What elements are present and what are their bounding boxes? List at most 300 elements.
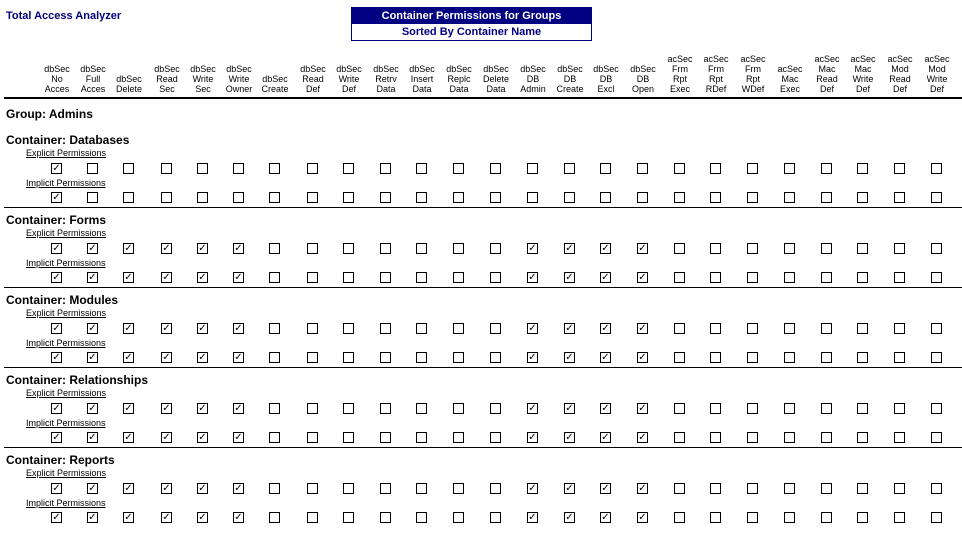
- implicit-permission-checkbox[interactable]: [747, 272, 758, 283]
- explicit-permission-checkbox[interactable]: [747, 163, 758, 174]
- implicit-permission-checkbox[interactable]: [307, 192, 318, 203]
- explicit-permission-checkbox[interactable]: [416, 323, 427, 334]
- implicit-permission-checkbox[interactable]: ✓: [234, 512, 243, 523]
- explicit-permission-checkbox[interactable]: [674, 483, 685, 494]
- implicit-permission-checkbox[interactable]: [307, 352, 318, 363]
- explicit-permission-checkbox[interactable]: [894, 403, 905, 414]
- explicit-permission-checkbox[interactable]: [123, 163, 134, 174]
- explicit-permission-checkbox[interactable]: ✓: [124, 243, 133, 254]
- explicit-permission-checkbox[interactable]: ✓: [565, 483, 574, 494]
- implicit-permission-checkbox[interactable]: [269, 432, 280, 443]
- column-header-label: acSec Mod Read Def: [887, 54, 913, 94]
- explicit-permission-checkbox[interactable]: [747, 323, 758, 334]
- explicit-permission-checkbox[interactable]: [710, 403, 721, 414]
- implicit-permission-checkbox[interactable]: [269, 512, 280, 523]
- implicit-permission-checkbox[interactable]: [380, 192, 391, 203]
- implicit-permission-checkbox[interactable]: [600, 192, 611, 203]
- explicit-permission-checkbox[interactable]: ✓: [638, 323, 647, 334]
- implicit-permission-checkbox[interactable]: [747, 192, 758, 203]
- explicit-permission-checkbox[interactable]: [674, 323, 685, 334]
- implicit-permission-checkbox[interactable]: [710, 192, 721, 203]
- explicit-permission-checkbox[interactable]: ✓: [162, 483, 171, 494]
- implicit-permission-checkbox[interactable]: [931, 192, 942, 203]
- implicit-permission-checkbox[interactable]: ✓: [638, 272, 647, 283]
- implicit-permission-checkbox[interactable]: [307, 432, 318, 443]
- implicit-permission-checkbox[interactable]: [490, 272, 501, 283]
- implicit-permission-checkbox[interactable]: [564, 192, 575, 203]
- explicit-permission-checkbox[interactable]: ✓: [162, 323, 171, 334]
- implicit-permission-checkbox[interactable]: [453, 352, 464, 363]
- explicit-permission-checkbox[interactable]: ✓: [88, 243, 97, 254]
- implicit-permission-checkbox[interactable]: [857, 352, 868, 363]
- implicit-permission-checkbox[interactable]: ✓: [52, 432, 61, 443]
- implicit-permission-checkbox[interactable]: ✓: [565, 512, 574, 523]
- explicit-permission-checkbox[interactable]: [490, 483, 501, 494]
- column-header: [185, 48, 221, 94]
- implicit-permission-checkbox[interactable]: [821, 272, 832, 283]
- explicit-permission-checkbox[interactable]: [416, 243, 427, 254]
- implicit-permission-checkbox[interactable]: [857, 272, 868, 283]
- column-header-label: acSec Frm Rpt WDef: [740, 54, 766, 94]
- implicit-permission-checkbox[interactable]: [784, 512, 795, 523]
- implicit-permission-checkbox[interactable]: ✓: [528, 352, 537, 363]
- group-label: Group: Admins: [6, 107, 93, 121]
- explicit-permission-checkbox[interactable]: [380, 243, 391, 254]
- implicit-permission-checkbox[interactable]: [821, 432, 832, 443]
- implicit-permissions-label: Implicit Permissions: [26, 498, 106, 508]
- implicit-permission-checkbox[interactable]: [894, 352, 905, 363]
- implicit-permission-checkbox[interactable]: ✓: [88, 272, 97, 283]
- explicit-permission-checkbox[interactable]: [931, 163, 942, 174]
- explicit-permission-checkbox[interactable]: [269, 403, 280, 414]
- container-divider: [4, 287, 962, 288]
- explicit-permission-checkbox[interactable]: ✓: [565, 243, 574, 254]
- explicit-permission-checkbox[interactable]: [269, 323, 280, 334]
- explicit-permission-checkbox[interactable]: ✓: [234, 243, 243, 254]
- app-title: Total Access Analyzer: [6, 10, 122, 22]
- explicit-permission-checkbox[interactable]: [307, 163, 318, 174]
- implicit-permission-checkbox[interactable]: [161, 192, 172, 203]
- container-block: [0, 373, 962, 453]
- implicit-permission-checkbox[interactable]: ✓: [52, 192, 61, 203]
- column-header: [111, 48, 147, 94]
- column-header: [552, 48, 588, 94]
- explicit-permission-checkbox[interactable]: [269, 243, 280, 254]
- column-header: [404, 48, 440, 94]
- explicit-permission-checkbox[interactable]: ✓: [52, 483, 61, 494]
- implicit-permission-checkbox[interactable]: [674, 432, 685, 443]
- implicit-permission-checkbox[interactable]: [931, 432, 942, 443]
- implicit-permission-checkbox[interactable]: ✓: [88, 512, 97, 523]
- implicit-permission-checkbox[interactable]: [821, 192, 832, 203]
- implicit-permission-checkbox[interactable]: ✓: [198, 432, 207, 443]
- implicit-permission-checkbox[interactable]: ✓: [198, 272, 207, 283]
- explicit-permission-checkbox[interactable]: [416, 483, 427, 494]
- implicit-permission-checkbox[interactable]: [380, 432, 391, 443]
- explicit-permissions-label: Explicit Permissions: [26, 388, 107, 398]
- explicit-permission-checkbox[interactable]: [490, 403, 501, 414]
- implicit-permission-checkbox[interactable]: [931, 352, 942, 363]
- implicit-permission-checkbox[interactable]: ✓: [565, 432, 574, 443]
- implicit-permission-checkbox[interactable]: [710, 272, 721, 283]
- explicit-permission-checkbox[interactable]: [784, 243, 795, 254]
- explicit-permission-checkbox[interactable]: [821, 403, 832, 414]
- explicit-permission-checkbox[interactable]: [416, 403, 427, 414]
- explicit-permission-checkbox[interactable]: [747, 403, 758, 414]
- explicit-permission-checkbox[interactable]: [490, 323, 501, 334]
- explicit-permission-checkbox[interactable]: [931, 323, 942, 334]
- column-header-label: acSec Mod Write Def: [924, 54, 950, 94]
- implicit-permission-checkbox[interactable]: [453, 512, 464, 523]
- implicit-permission-checkbox[interactable]: [380, 272, 391, 283]
- explicit-permission-checkbox[interactable]: ✓: [565, 323, 574, 334]
- explicit-permission-checkbox[interactable]: [710, 483, 721, 494]
- explicit-permission-checkbox[interactable]: [784, 403, 795, 414]
- explicit-permission-checkbox[interactable]: [747, 483, 758, 494]
- implicit-permission-checkbox[interactable]: ✓: [638, 432, 647, 443]
- implicit-permission-checkbox[interactable]: ✓: [638, 512, 647, 523]
- implicit-permission-checkbox[interactable]: [416, 192, 427, 203]
- explicit-permission-checkbox[interactable]: ✓: [52, 323, 61, 334]
- container-block: [0, 293, 962, 373]
- explicit-permission-checkbox[interactable]: ✓: [528, 483, 537, 494]
- explicit-permission-checkbox[interactable]: [380, 323, 391, 334]
- implicit-permission-checkbox[interactable]: [747, 352, 758, 363]
- implicit-permission-checkbox[interactable]: [269, 192, 280, 203]
- implicit-permission-checkbox[interactable]: [931, 512, 942, 523]
- explicit-permission-checkbox[interactable]: [784, 483, 795, 494]
- implicit-permission-checkbox[interactable]: [380, 352, 391, 363]
- implicit-permissions-label: Implicit Permissions: [26, 338, 106, 348]
- implicit-permission-checkbox[interactable]: ✓: [124, 512, 133, 523]
- column-header-label: dbSec Insert Data: [409, 64, 435, 94]
- implicit-permission-checkbox[interactable]: ✓: [124, 352, 133, 363]
- column-header-label: acSec Mac Exec: [777, 64, 803, 94]
- explicit-permission-checkbox[interactable]: [821, 323, 832, 334]
- explicit-permission-checkbox[interactable]: ✓: [638, 403, 647, 414]
- explicit-permission-checkbox[interactable]: [343, 243, 354, 254]
- implicit-permission-checkbox[interactable]: [490, 512, 501, 523]
- implicit-permission-checkbox[interactable]: [416, 432, 427, 443]
- explicit-permission-checkbox[interactable]: ✓: [88, 323, 97, 334]
- explicit-permission-checkbox[interactable]: [784, 323, 795, 334]
- explicit-permission-checkbox[interactable]: [87, 163, 98, 174]
- explicit-permission-checkbox[interactable]: ✓: [52, 243, 61, 254]
- implicit-permission-checkbox[interactable]: [343, 352, 354, 363]
- implicit-permission-checkbox[interactable]: [380, 512, 391, 523]
- implicit-permission-checkbox[interactable]: [747, 512, 758, 523]
- explicit-permission-checkbox[interactable]: [637, 163, 648, 174]
- implicit-permission-checkbox[interactable]: ✓: [198, 352, 207, 363]
- explicit-permission-checkbox[interactable]: [453, 483, 464, 494]
- explicit-permission-checkbox[interactable]: [931, 483, 942, 494]
- explicit-permission-checkbox[interactable]: [931, 243, 942, 254]
- explicit-permission-checkbox[interactable]: [674, 243, 685, 254]
- implicit-permission-checkbox[interactable]: [894, 512, 905, 523]
- implicit-permission-checkbox[interactable]: [710, 352, 721, 363]
- explicit-permission-checkbox[interactable]: ✓: [638, 483, 647, 494]
- report-title: Container Permissions for Groups: [352, 8, 591, 24]
- explicit-permission-checkbox[interactable]: [380, 403, 391, 414]
- implicit-permission-checkbox[interactable]: ✓: [528, 432, 537, 443]
- implicit-permission-checkbox[interactable]: ✓: [234, 432, 243, 443]
- explicit-permission-checkbox[interactable]: [269, 163, 280, 174]
- column-header: [331, 48, 367, 94]
- explicit-permission-checkbox[interactable]: [894, 243, 905, 254]
- implicit-permission-checkbox[interactable]: [343, 512, 354, 523]
- column-header: [588, 48, 624, 94]
- implicit-permission-checkbox[interactable]: [784, 192, 795, 203]
- explicit-permission-checkbox[interactable]: [307, 323, 318, 334]
- explicit-permission-checkbox[interactable]: ✓: [198, 323, 207, 334]
- explicit-permission-checkbox[interactable]: [416, 163, 427, 174]
- container-block: [0, 133, 962, 213]
- explicit-permission-checkbox[interactable]: [527, 163, 538, 174]
- explicit-permission-checkbox[interactable]: ✓: [601, 403, 610, 414]
- implicit-permission-checkbox[interactable]: [343, 192, 354, 203]
- implicit-permission-checkbox[interactable]: [747, 432, 758, 443]
- explicit-permission-checkbox[interactable]: [710, 243, 721, 254]
- implicit-permission-checkbox[interactable]: ✓: [565, 272, 574, 283]
- implicit-permission-checkbox[interactable]: ✓: [88, 432, 97, 443]
- explicit-permission-checkbox[interactable]: [161, 163, 172, 174]
- implicit-permission-checkbox[interactable]: [894, 432, 905, 443]
- explicit-permission-checkbox[interactable]: [821, 483, 832, 494]
- explicit-permission-checkbox[interactable]: [453, 403, 464, 414]
- column-header-label: dbSec DB Excl: [593, 64, 619, 94]
- implicit-permission-checkbox[interactable]: ✓: [162, 432, 171, 443]
- explicit-permission-checkbox[interactable]: [197, 163, 208, 174]
- implicit-permission-checkbox[interactable]: [527, 192, 538, 203]
- implicit-permission-checkbox[interactable]: [857, 512, 868, 523]
- implicit-permission-checkbox[interactable]: [637, 192, 648, 203]
- column-header: [809, 48, 845, 94]
- explicit-permission-checkbox[interactable]: [894, 483, 905, 494]
- column-header-label: acSec Frm Rpt Exec: [667, 54, 693, 94]
- explicit-permission-checkbox[interactable]: [857, 483, 868, 494]
- explicit-permission-checkbox[interactable]: ✓: [124, 403, 133, 414]
- implicit-permission-checkbox[interactable]: [307, 512, 318, 523]
- implicit-permission-checkbox[interactable]: [269, 272, 280, 283]
- implicit-permissions-label: Implicit Permissions: [26, 418, 106, 428]
- implicit-permission-checkbox[interactable]: ✓: [124, 432, 133, 443]
- implicit-permission-checkbox[interactable]: [416, 352, 427, 363]
- implicit-permission-checkbox[interactable]: [233, 192, 244, 203]
- explicit-permission-checkbox[interactable]: ✓: [162, 403, 171, 414]
- implicit-permission-checkbox[interactable]: [674, 192, 685, 203]
- container-block: [0, 213, 962, 293]
- explicit-permission-checkbox[interactable]: [821, 243, 832, 254]
- explicit-permission-checkbox[interactable]: ✓: [52, 403, 61, 414]
- implicit-permissions-label: Implicit Permissions: [26, 258, 106, 268]
- explicit-permission-checkbox[interactable]: ✓: [124, 483, 133, 494]
- explicit-permission-checkbox[interactable]: [857, 323, 868, 334]
- implicit-permission-checkbox[interactable]: ✓: [52, 352, 61, 363]
- implicit-permission-checkbox[interactable]: [784, 432, 795, 443]
- implicit-permission-checkbox[interactable]: ✓: [52, 272, 61, 283]
- implicit-permission-checkbox[interactable]: [821, 512, 832, 523]
- explicit-permission-checkbox[interactable]: ✓: [234, 403, 243, 414]
- implicit-permission-checkbox[interactable]: [674, 272, 685, 283]
- explicit-permission-checkbox[interactable]: ✓: [198, 483, 207, 494]
- column-header-label: dbSec DB Open: [630, 64, 656, 94]
- explicit-permission-checkbox[interactable]: [453, 243, 464, 254]
- explicit-permission-checkbox[interactable]: [380, 163, 391, 174]
- report-subtitle: Sorted By Container Name: [401, 26, 542, 38]
- column-header-label: dbSec Delete: [115, 74, 142, 94]
- explicit-permission-checkbox[interactable]: [453, 323, 464, 334]
- explicit-permission-checkbox[interactable]: ✓: [638, 243, 647, 254]
- implicit-permission-checkbox[interactable]: [343, 272, 354, 283]
- explicit-permission-checkbox[interactable]: ✓: [565, 403, 574, 414]
- implicit-permission-checkbox[interactable]: [87, 192, 98, 203]
- implicit-permission-checkbox[interactable]: [269, 352, 280, 363]
- explicit-permission-checkbox[interactable]: [600, 163, 611, 174]
- implicit-permission-checkbox[interactable]: ✓: [528, 272, 537, 283]
- implicit-permission-checkbox[interactable]: ✓: [124, 272, 133, 283]
- explicit-permission-checkbox[interactable]: [307, 403, 318, 414]
- implicit-permission-checkbox[interactable]: [416, 272, 427, 283]
- explicit-permission-checkbox[interactable]: ✓: [601, 243, 610, 254]
- column-header-label: dbSec Read Sec: [154, 64, 180, 94]
- column-header-label: dbSec DB Create: [556, 64, 584, 94]
- column-header: [221, 48, 257, 94]
- container-title: Container: Forms: [6, 213, 107, 227]
- explicit-permission-checkbox[interactable]: ✓: [601, 323, 610, 334]
- column-header: [919, 48, 955, 94]
- implicit-permission-checkbox[interactable]: ✓: [638, 352, 647, 363]
- explicit-permission-checkbox[interactable]: ✓: [601, 483, 610, 494]
- explicit-permission-checkbox[interactable]: [490, 163, 501, 174]
- explicit-permission-checkbox[interactable]: [307, 243, 318, 254]
- explicit-permission-checkbox[interactable]: [343, 323, 354, 334]
- explicit-permission-checkbox[interactable]: [747, 243, 758, 254]
- implicit-permission-checkbox[interactable]: ✓: [234, 352, 243, 363]
- explicit-permission-checkbox[interactable]: [674, 163, 685, 174]
- implicit-permission-checkbox[interactable]: [453, 192, 464, 203]
- implicit-permission-checkbox[interactable]: [197, 192, 208, 203]
- implicit-permission-checkbox[interactable]: [784, 352, 795, 363]
- implicit-permission-checkbox[interactable]: ✓: [601, 512, 610, 523]
- implicit-permission-checkbox[interactable]: [894, 272, 905, 283]
- explicit-permission-checkbox[interactable]: [343, 483, 354, 494]
- explicit-permission-checkbox[interactable]: [343, 163, 354, 174]
- explicit-permission-checkbox[interactable]: ✓: [528, 243, 537, 254]
- report-title-box: [351, 7, 592, 41]
- explicit-permission-checkbox[interactable]: [233, 163, 244, 174]
- implicit-permission-checkbox[interactable]: [710, 512, 721, 523]
- explicit-permission-checkbox[interactable]: ✓: [88, 403, 97, 414]
- column-header: [478, 48, 514, 94]
- implicit-permission-checkbox[interactable]: [307, 272, 318, 283]
- column-header-label: dbSec Replc Data: [446, 64, 472, 94]
- explicit-permission-checkbox[interactable]: [490, 243, 501, 254]
- implicit-permission-checkbox[interactable]: [857, 432, 868, 443]
- implicit-permission-checkbox[interactable]: ✓: [52, 512, 61, 523]
- implicit-permission-checkbox[interactable]: ✓: [234, 272, 243, 283]
- explicit-permission-checkbox[interactable]: [307, 483, 318, 494]
- explicit-permission-checkbox[interactable]: ✓: [198, 243, 207, 254]
- implicit-permissions-label: Implicit Permissions: [26, 178, 106, 188]
- implicit-permission-checkbox[interactable]: [490, 432, 501, 443]
- implicit-permission-checkbox[interactable]: ✓: [601, 272, 610, 283]
- implicit-permission-checkbox[interactable]: [416, 512, 427, 523]
- explicit-permission-checkbox[interactable]: [343, 403, 354, 414]
- column-header: [662, 48, 698, 94]
- explicit-permission-checkbox[interactable]: ✓: [52, 163, 61, 174]
- column-header: [735, 48, 771, 94]
- implicit-permission-checkbox[interactable]: ✓: [565, 352, 574, 363]
- explicit-permission-checkbox[interactable]: [674, 403, 685, 414]
- explicit-permission-checkbox[interactable]: [857, 243, 868, 254]
- implicit-permission-checkbox[interactable]: [894, 192, 905, 203]
- explicit-permissions-label: Explicit Permissions: [26, 468, 107, 478]
- explicit-permission-checkbox[interactable]: [269, 483, 280, 494]
- implicit-permission-checkbox[interactable]: [821, 352, 832, 363]
- explicit-permission-checkbox[interactable]: [894, 163, 905, 174]
- explicit-permission-checkbox[interactable]: ✓: [198, 403, 207, 414]
- implicit-permission-checkbox[interactable]: [490, 192, 501, 203]
- implicit-permission-checkbox[interactable]: ✓: [198, 512, 207, 523]
- implicit-permission-checkbox[interactable]: [453, 432, 464, 443]
- implicit-permission-checkbox[interactable]: [857, 192, 868, 203]
- explicit-permission-checkbox[interactable]: [564, 163, 575, 174]
- implicit-permission-checkbox[interactable]: [490, 352, 501, 363]
- explicit-permission-checkbox[interactable]: ✓: [528, 323, 537, 334]
- explicit-permission-checkbox[interactable]: [710, 323, 721, 334]
- implicit-permission-checkbox[interactable]: ✓: [162, 352, 171, 363]
- explicit-permission-checkbox[interactable]: ✓: [528, 403, 537, 414]
- implicit-permission-checkbox[interactable]: ✓: [601, 432, 610, 443]
- explicit-permission-checkbox[interactable]: [857, 403, 868, 414]
- explicit-permission-checkbox[interactable]: ✓: [162, 243, 171, 254]
- implicit-permission-checkbox[interactable]: [453, 272, 464, 283]
- implicit-permission-checkbox[interactable]: ✓: [88, 352, 97, 363]
- column-header-label: acSec Mac Read Def: [814, 54, 840, 94]
- column-header: [368, 48, 404, 94]
- implicit-permission-checkbox[interactable]: [784, 272, 795, 283]
- implicit-permission-checkbox[interactable]: [674, 512, 685, 523]
- column-header-label: dbSec Delete Data: [482, 64, 509, 94]
- explicit-permission-checkbox[interactable]: [931, 403, 942, 414]
- implicit-permission-checkbox[interactable]: ✓: [601, 352, 610, 363]
- explicit-permission-checkbox[interactable]: ✓: [88, 483, 97, 494]
- container-divider: [4, 447, 962, 448]
- explicit-permission-checkbox[interactable]: [453, 163, 464, 174]
- implicit-permission-checkbox[interactable]: ✓: [162, 512, 171, 523]
- column-header: [75, 48, 111, 94]
- explicit-permission-checkbox[interactable]: [784, 163, 795, 174]
- column-header: [882, 48, 918, 94]
- explicit-permission-checkbox[interactable]: ✓: [124, 323, 133, 334]
- explicit-permission-checkbox[interactable]: [821, 163, 832, 174]
- column-header: [39, 48, 75, 94]
- explicit-permission-checkbox[interactable]: [894, 323, 905, 334]
- column-header-label: dbSec Create: [261, 74, 289, 94]
- implicit-permission-checkbox[interactable]: ✓: [162, 272, 171, 283]
- implicit-permission-checkbox[interactable]: [343, 432, 354, 443]
- implicit-permission-checkbox[interactable]: [674, 352, 685, 363]
- implicit-permission-checkbox[interactable]: [710, 432, 721, 443]
- implicit-permission-checkbox[interactable]: ✓: [528, 512, 537, 523]
- implicit-permission-checkbox[interactable]: [123, 192, 134, 203]
- explicit-permission-checkbox[interactable]: [380, 483, 391, 494]
- implicit-permission-checkbox[interactable]: [931, 272, 942, 283]
- explicit-permission-checkbox[interactable]: ✓: [234, 323, 243, 334]
- explicit-permission-checkbox[interactable]: [857, 163, 868, 174]
- explicit-permission-checkbox[interactable]: [710, 163, 721, 174]
- explicit-permission-checkbox[interactable]: ✓: [234, 483, 243, 494]
